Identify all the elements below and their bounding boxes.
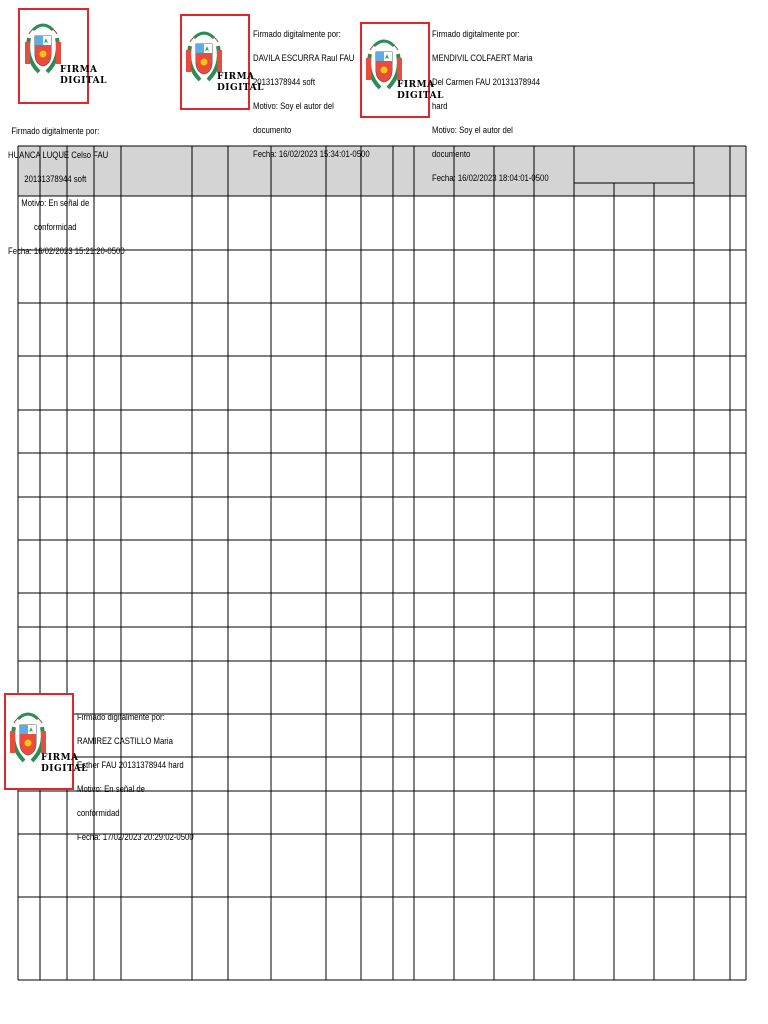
signature-line: Firmado digitalmente por:	[11, 126, 100, 136]
firma-label: FIRMA	[397, 80, 435, 90]
signature-line: Fecha: 16/02/2023 15:34:01-0500	[253, 149, 370, 159]
digital-signature-stamp	[180, 14, 264, 110]
digital-signature-stamp	[4, 693, 88, 790]
digital-label: DIGITAL	[41, 764, 88, 774]
digital-label: DIGITAL	[217, 83, 264, 93]
signature-line: Fecha: 17/02/2023 20:29:02-0500	[77, 832, 194, 842]
signature-line: conformidad	[77, 808, 120, 818]
signature-line: documento	[253, 125, 292, 135]
digital-label: DIGITAL	[60, 76, 107, 86]
firma-label: FIRMA	[41, 753, 79, 763]
signature-block-davila	[253, 16, 370, 172]
peru-coat-of-arms-icon	[23, 16, 63, 86]
signature-line: conformidad	[34, 222, 77, 232]
signature-line: 20131378944 soft	[24, 174, 87, 184]
signature-line: RAMIREZ CASTILLO Maria	[77, 736, 173, 746]
signature-line: Motivo: Soy el autor del	[432, 125, 513, 135]
digital-signature-stamp	[18, 8, 107, 104]
firma-label: FIRMA	[60, 65, 98, 75]
signature-line: Fecha: 16/02/2023 15:21:20-0500	[8, 246, 125, 256]
signature-line: HUANCA LUQUE Celso FAU	[8, 150, 109, 160]
firma-label: FIRMA	[217, 72, 255, 82]
signature-line: Firmado digitalmente por:	[77, 712, 165, 722]
signature-line: MENDIVIL COLFAERT Maria	[432, 53, 533, 63]
header-row-fill	[18, 146, 746, 196]
signature-line: documento	[432, 149, 471, 159]
digital-label: DIGITAL	[397, 91, 444, 101]
signature-line: Del Carmen FAU 20131378944	[432, 77, 540, 87]
signature-line: Firmado digitalmente por:	[432, 29, 520, 39]
signature-line: Motivo: En señal de	[77, 784, 145, 794]
signature-line: Motivo: Soy el autor del	[253, 101, 334, 111]
signature-block-huanca	[8, 113, 125, 269]
signature-line: Fecha: 16/02/2023 18:04:01-0500	[432, 173, 549, 183]
signature-line: 20131378944 soft	[253, 77, 315, 87]
signature-block-mendivil	[432, 16, 549, 196]
signature-line: DAVILA ESCURRA Raul FAU	[253, 53, 355, 63]
signature-line: hard	[432, 101, 448, 111]
signature-line: Firmado digitalmente por:	[253, 29, 341, 39]
signature-line: Motivo: En señal de	[21, 198, 90, 208]
signature-line: Esther FAU 20131378944 hard	[77, 760, 184, 770]
signature-block-ramirez	[77, 699, 194, 855]
